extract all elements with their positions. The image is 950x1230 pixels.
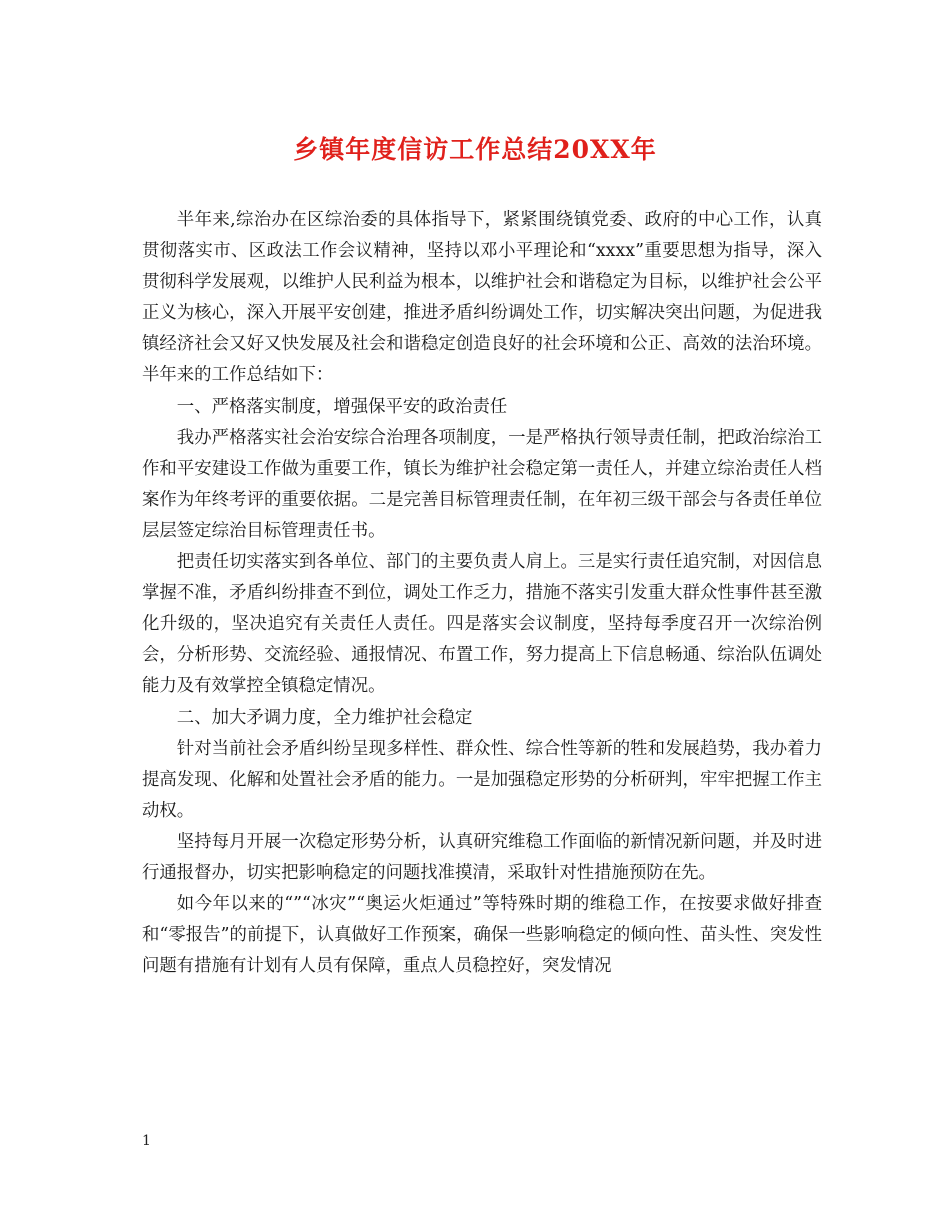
paragraph: 如今年以来的“”“冰灾”“奥运火炬通过”等特殊时期的维稳工作，在按要求做好排查和“零报告”的前提下，认真做好工作预案，确保一些影响稳定的倾向性、苗头性、突发性问题有措施有计划有人员有保障，重点人员稳控好，突发情况 — [142, 894, 822, 977]
document-title: 乡镇年度信访工作总结20XX年 — [293, 135, 657, 164]
section-heading-2: 二、加大矛调力度，全力维护社会稳定 — [176, 707, 473, 728]
paragraph: 我办严格落实社会治安综合治理各项制度，一是严格执行领导责任制，把政治综治工作和平安建设工作做为重要工作，镇长为维护社会稳定第一责任人，并建立综治责任人档案作为年终考评的重要依据。二是完善目标管理责任制，在年初三级干部会与各责任单位层层签定综治目标管理责任书。 — [142, 427, 822, 541]
paragraph: 把责任切实落实到各单位、部门的主要负责人肩上。三是实行责任追究制，对因信息掌握不准，矛盾纠纷排查不到位，调处工作乏力，措施不落实引发重大群众性事件甚至激化升级的，坚决追究有关责任人责任。四是落实会议制度，坚持每季度召开一次综治例会，分析形势、交流经验、通报情况、布置工作，努力提高上下信息畅通、综治队伍调处能力及有效掌控全镇稳定情况。 — [142, 552, 822, 697]
page-number: 1 — [142, 1133, 151, 1149]
paragraph: 坚持每月开展一次稳定形势分析，认真研究维稳工作面临的新情况新问题，并及时进行通报督办，切实把影响稳定的问题找准摸清，采取针对性措施预防在先。 — [142, 831, 822, 883]
paragraph: 针对当前社会矛盾纠纷呈现多样性、群众性、综合性等新的牲和发展趋势，我办着力提高发现、化解和处置社会矛盾的能力。一是加强稳定形势的分析研判，牢牢把握工作主动权。 — [142, 738, 822, 821]
document-body — [142, 205, 822, 982]
section-heading-1: 一、严格落实制度，增强保平安的政治责任 — [176, 396, 508, 417]
paragraph-intro: 半年来,综治办在区综治委的具体指导下，紧紧围绕镇党委、政府的中心工作，认真贯彻落实市、区政法工作会议精神，坚持以邓小平理论和“xxxx”重要思想为指导，深入贯彻科学发展观，以维护人民利益为根本，以维护社会和谐稳定为目标，以维护社会公平正义为核心，深入开展平安创建，推进矛盾纠纷调处工作，切实解决突出问题，为促进我镇经济社会又好又快发展及社会和谐稳定创造良好的社会环境和公正、高效的法治环境。半年来的工作总结如下： — [142, 210, 822, 386]
